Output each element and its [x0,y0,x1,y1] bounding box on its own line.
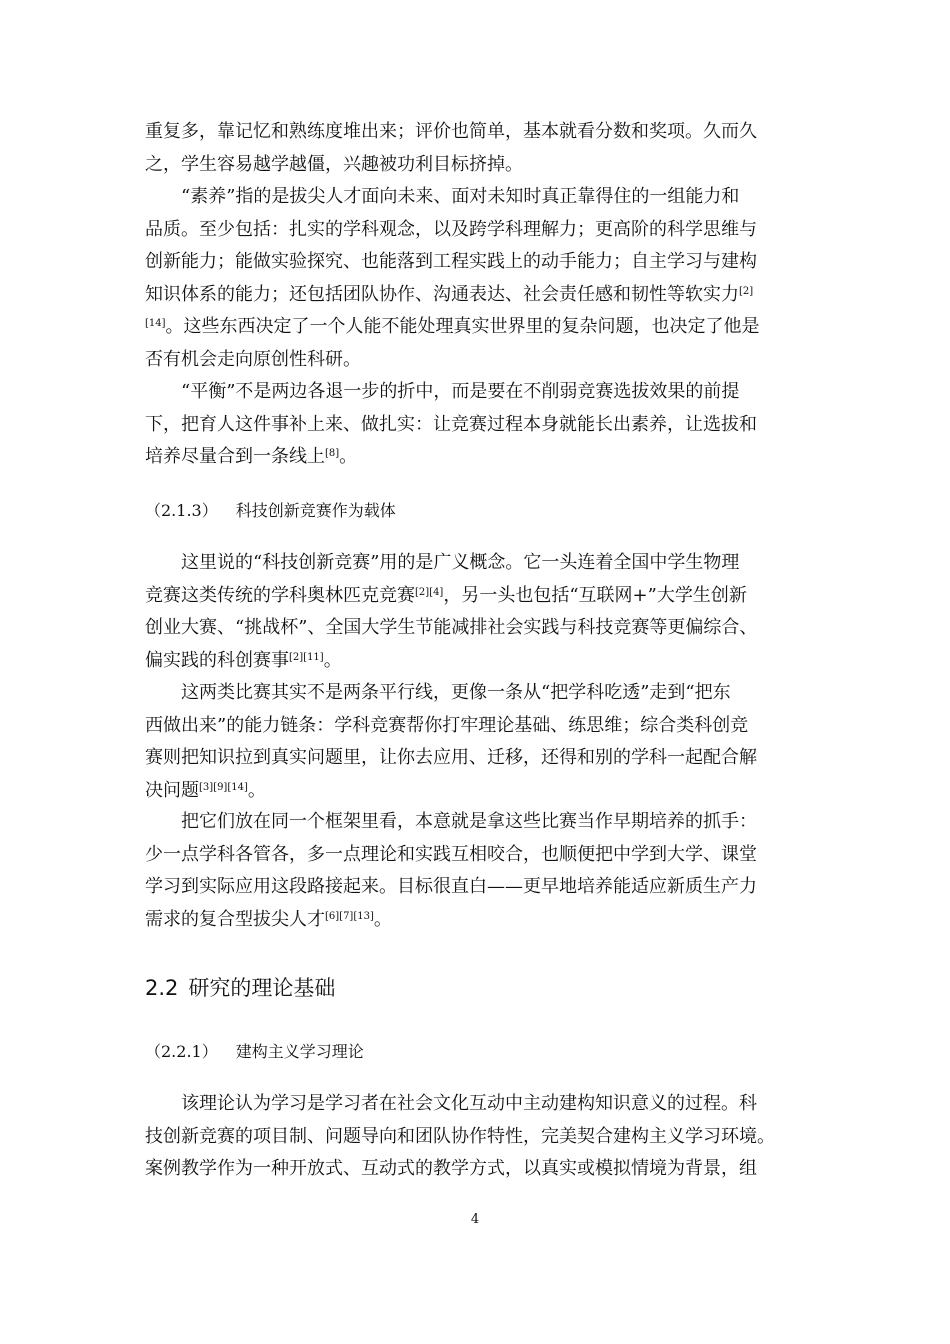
text-line: 这两类比赛其实不是两条平行线，更像一条从“把学科吃透”走到“把东 [181,682,731,703]
text-line [145,279,809,312]
citation-ref: [2][11] [289,651,324,663]
text-line: “素养”指的是拔尖人才面向未来、面对未知时真正靠得住的一组能力和 [181,186,740,207]
text-run: 。 [339,446,358,467]
subsection-heading-2-2-1 [145,1041,364,1063]
text-line: 西做出来”的能力链条：学科竞赛帮你打牢理论基础、练思维；综合类科创竞 [145,714,749,736]
text-line [145,311,809,344]
citation-ref: [8] [325,448,340,459]
text-run: 。 [373,908,392,930]
paragraph-continuation [145,116,809,181]
citation-ref: [2] [739,285,754,297]
text-line [145,775,809,808]
text-line: 重复多，靠记忆和熟练度堆出来；评价也简单，基本就看分数和奖项。久而久 [145,121,757,142]
text-line: 创新能力；能做实验探究、也能落到工程实践上的动手能力；自主学习与建构 [145,251,757,272]
heading-number: （2.2.1） [145,1042,218,1061]
paragraph-framework [145,806,809,936]
text-run: 。 [323,649,342,671]
section-heading-2-2 [145,974,335,1002]
text-line: 该理论认为学习是学习者在社会文化互动中主动建构知识意义的过程。科 [181,1093,757,1114]
citation-ref: [14] [145,318,166,329]
text-line [145,580,809,613]
text-line: 把它们放在同一个框架里看，本意就是拿这些比赛当作早期培养的抓手： [181,811,757,832]
text-run: 培养尽量合到一条线上 [145,446,325,467]
citation-ref: [6][7][13] [325,910,374,922]
text-line [145,645,809,678]
text-run: 竞赛这类传统的学科奥林匹克竞赛 [145,584,415,606]
text-run: ，另一头也包括“互联网+”大学生创新 [443,584,747,606]
paragraph-literacy [145,181,809,376]
text-line [145,904,809,937]
text-line: 这里说的“科技创新竞赛”用的是广义概念。它一头连着全国中学生物理 [181,552,740,573]
paragraph-ability-chain [145,677,809,807]
text-line: 技创新竞赛的项目制、问题导向和团队协作特性，完美契合建构主义学习环境。 [145,1125,775,1147]
heading-number: 2.2 [145,976,179,1000]
paragraph-constructivism [145,1088,809,1186]
text-run: 需求的复合型拔尖人才 [145,908,325,930]
heading-title: 科技创新竞赛作为载体 [235,501,396,520]
text-line [145,441,809,474]
page-number: 4 [470,1212,480,1227]
paragraph-competition-definition [145,547,809,677]
text-line: 案例教学作为一种开放式、互动式的教学方式，以真实或模拟情境为背景，组 [145,1158,757,1179]
citation-ref: [2][4] [415,586,444,598]
heading-number: （2.1.3） [145,501,218,520]
text-run: 偏实践的科创赛事 [145,649,289,671]
text-run: 知识体系的能力；还包括团队协作、沟通表达、社会责任感和韧性等软实力 [145,283,739,305]
text-run: 。这些东西决定了一个人能不能处理真实世界里的复杂问题，也决定了他是 [165,316,760,337]
text-line: 之，学生容易越学越僵，兴趣被功利目标挤掉。 [145,153,523,175]
text-line: 否有机会走向原创性科研。 [145,348,361,370]
heading-title: 研究的理论基础 [188,976,336,1000]
text-run: 。 [247,779,266,801]
paragraph-balance [145,376,809,474]
text-line: 赛则把知识拉到真实问题里，让你去应用、迁移，还得和别的学科一起配合解 [145,747,757,768]
text-line: “平衡”不是两边各退一步的折中，而是要在不削弱竞赛选拔效果的前提 [181,381,740,402]
text-line: 学习到实际应用这段路接起来。目标很直白——更早地培养能适应新质生产力 [145,876,757,897]
text-line: 下，把育人这件事补上来、做扎实：让竞赛过程本身就能长出素养，让选拔和 [145,413,757,435]
subsection-heading-2-1-3 [145,500,396,522]
text-run: 决问题 [145,779,199,801]
text-line: 少一点学科各管各，多一点理论和实践互相咬合，也顺便把中学到大学、课堂 [145,843,757,865]
text-line: 品质。至少包括：扎实的学科观念，以及跨学科理解力；更高阶的科学思维与 [145,218,757,240]
citation-ref: [3][9][14] [199,781,248,793]
heading-title: 建构主义学习理论 [235,1042,364,1061]
text-line: 创业大赛、“挑战杯”、全国大学生节能减排社会实践与科技竞赛等更偏综合、 [145,617,758,638]
